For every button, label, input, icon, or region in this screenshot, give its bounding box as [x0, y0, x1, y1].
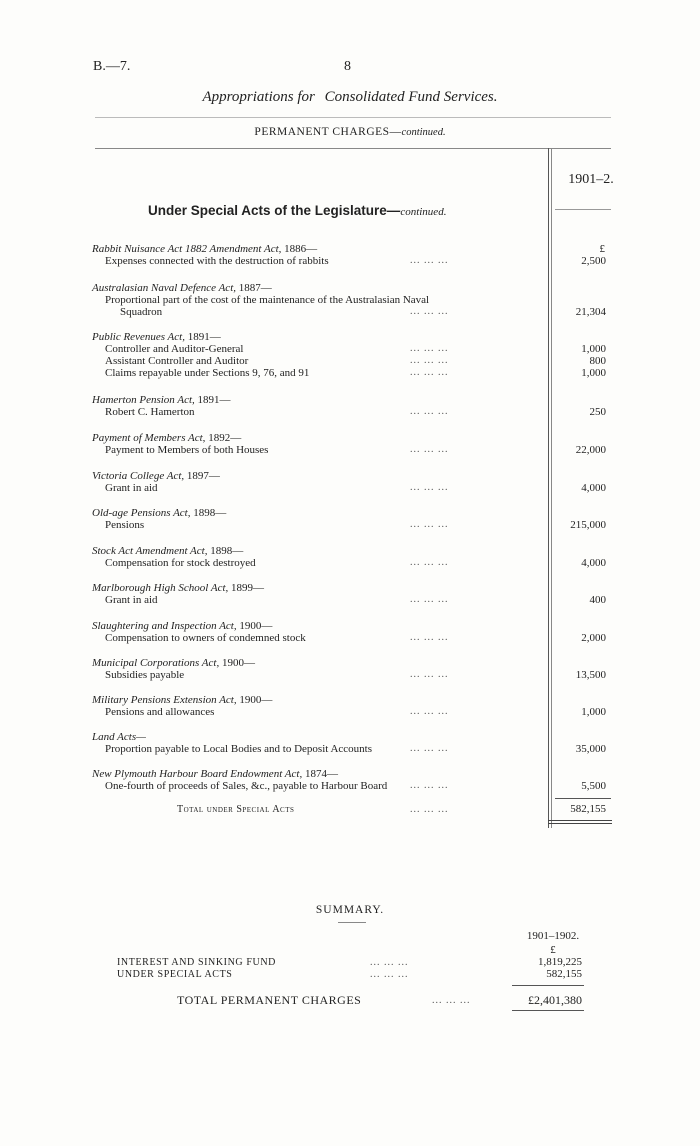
grand-total-rule	[512, 1010, 584, 1011]
line-item: Expenses connected with the destruction of rabbits	[105, 255, 329, 267]
leader-dots: ... ... ...	[410, 780, 449, 791]
act-year: 1900—	[236, 694, 273, 706]
act-name: Payment of Members Act,	[92, 432, 206, 444]
act-year: 1891—	[194, 394, 231, 406]
act-name: Marlborough High School Act,	[92, 582, 229, 594]
line-amount: 215,000	[570, 519, 606, 531]
line-amount: 4,000	[581, 482, 606, 494]
line-item: Assistant Controller and Auditor	[105, 355, 249, 367]
line-amount: 35,000	[575, 743, 606, 755]
act-name: Municipal Corporations Act,	[92, 657, 220, 669]
act-title	[92, 470, 220, 482]
grand-total-label: TOTAL PERMANENT CHARGES	[177, 993, 362, 1007]
subtitle-continued: continued.	[401, 127, 446, 138]
act-year: 1898—	[190, 507, 227, 519]
summary-row-dots: ... ... ...	[370, 969, 409, 980]
summary-total-rule	[512, 985, 584, 986]
act-title	[92, 582, 264, 594]
line-amount: 1,000	[581, 367, 606, 379]
grand-total-dots: ... ... ...	[432, 995, 471, 1006]
section-heading	[148, 203, 446, 218]
line-amount: 2,500	[581, 255, 606, 267]
line-item: Payment to Members of both Houses	[105, 444, 269, 456]
page-number: 8	[344, 59, 351, 74]
line-amount: 13,500	[575, 669, 606, 681]
leader-dots: ... ... ...	[410, 444, 449, 455]
act-title	[92, 507, 226, 519]
act-title	[92, 731, 146, 743]
act-year: 1874—	[302, 768, 338, 780]
leader-dots: ... ... ...	[410, 743, 449, 754]
line-item: Compensation for stock destroyed	[105, 557, 256, 569]
act-year: 1900—	[219, 657, 255, 669]
total-label: Total under Special Acts	[177, 804, 295, 815]
summary-row-dots: ... ... ...	[370, 957, 409, 968]
act-name: Land Acts—	[92, 731, 146, 743]
act-title	[92, 394, 231, 406]
act-title	[92, 620, 272, 632]
line-item: Claims repayable under Sections 9, 76, and 91	[105, 367, 310, 379]
year-header-rule	[555, 209, 611, 210]
total-amount: 582,155	[570, 803, 606, 815]
act-year: 1887—	[236, 282, 272, 294]
leader-dots: ... ... ...	[410, 632, 449, 643]
act-name: Stock Act Amendment Act,	[92, 545, 208, 557]
line-item: Subsidies payable	[105, 669, 185, 681]
summary-row-amount: 582,155	[546, 968, 582, 980]
page-subtitle	[0, 126, 700, 138]
page-title-part1: Appropriations for	[202, 89, 315, 105]
leader-dots: ... ... ...	[410, 519, 449, 530]
line-amount: 5,500	[581, 780, 606, 792]
section-title: Under Special Acts of the Legislature—	[148, 203, 401, 218]
currency-symbol: £	[599, 243, 605, 255]
leader-dots: ... ... ...	[410, 669, 449, 680]
line-amount: 1,000	[581, 706, 606, 718]
summary-row-label: INTEREST AND SINKING FUND	[117, 957, 276, 968]
line-item: Proportion payable to Local Bodies and to Deposit Accounts	[105, 743, 373, 755]
act-name: Rabbit Nuisance Act 1882 Amendment Act,	[92, 243, 282, 255]
act-name: Australasian Naval Defence Act,	[92, 282, 236, 294]
act-name: Victoria College Act,	[92, 470, 185, 482]
line-item: Pensions	[105, 519, 145, 531]
line-item: One-fourth of proceeds of Sales, &c., payable to Harbour Board	[105, 780, 388, 792]
total-dots: ... ... ...	[410, 804, 449, 815]
summary-row-label: UNDER SPECIAL ACTS	[117, 969, 233, 980]
act-title	[92, 694, 272, 706]
line-item: Robert C. Hamerton	[105, 406, 195, 418]
line-amount: 22,000	[575, 444, 606, 456]
line-item: Grant in aid	[105, 482, 158, 494]
line-amount: 2,000	[581, 632, 606, 644]
title-rule	[95, 117, 611, 118]
act-year: 1886—	[281, 243, 318, 255]
leader-dots: ... ... ...	[410, 706, 449, 717]
summary-currency: £	[550, 944, 556, 956]
total-rule-bottom-1	[548, 820, 612, 821]
act-title	[92, 282, 272, 294]
summary-title: SUMMARY.	[315, 904, 385, 916]
line-item: Squadron	[120, 306, 163, 318]
section-continued: continued.	[400, 206, 447, 218]
summary-title-rule	[338, 922, 366, 923]
act-year: 1898—	[207, 545, 244, 557]
act-year: 1900—	[236, 620, 273, 632]
act-year: 1891—	[184, 331, 221, 343]
act-name: Hamerton Pension Act,	[92, 394, 195, 406]
leader-dots: ... ... ...	[410, 557, 449, 568]
page-title	[0, 89, 700, 106]
leader-dots: ... ... ...	[410, 343, 449, 354]
summary-year: 1901–1902.	[526, 930, 580, 942]
leader-dots: ... ... ...	[410, 355, 449, 366]
act-title	[92, 545, 243, 557]
line-amount: 250	[589, 406, 606, 418]
line-amount: 800	[589, 355, 606, 367]
line-amount: 4,000	[581, 557, 606, 569]
line-item: Compensation to owners of condemned stock	[105, 632, 306, 644]
line-amount: 1,000	[581, 343, 606, 355]
act-name: Slaughtering and Inspection Act,	[92, 620, 237, 632]
leader-dots: ... ... ...	[410, 406, 449, 417]
leader-dots: ... ... ...	[410, 255, 449, 266]
act-title	[92, 657, 255, 669]
act-name: New Plymouth Harbour Board Endowment Act,	[92, 768, 303, 780]
year-column-header: 1901–2.	[568, 172, 614, 187]
line-amount: 21,304	[575, 306, 606, 318]
act-year: 1897—	[184, 470, 220, 482]
subtitle-main: PERMANENT CHARGES—	[254, 126, 402, 138]
line-item: Grant in aid	[105, 594, 158, 606]
table-top-rule	[95, 148, 611, 149]
total-rule-top	[555, 798, 611, 799]
leader-dots: ... ... ...	[410, 594, 449, 605]
line-item: Proportional part of the cost of the maintenance of the Australasian Naval	[105, 294, 430, 306]
act-title	[92, 432, 241, 444]
grand-total-amount: £2,401,380	[528, 993, 582, 1007]
act-name: Old-age Pensions Act,	[92, 507, 191, 519]
act-year: 1899—	[228, 582, 265, 594]
line-amount: 400	[589, 594, 606, 606]
line-item: Pensions and allowances	[105, 706, 215, 718]
line-item: Controller and Auditor-General	[105, 343, 244, 355]
leader-dots: ... ... ...	[410, 482, 449, 493]
act-year: 1892—	[205, 432, 242, 444]
total-rule-bottom-2	[548, 823, 612, 824]
act-name: Military Pensions Extension Act,	[92, 694, 237, 706]
act-title	[92, 243, 317, 255]
leader-dots: ... ... ...	[410, 306, 449, 317]
act-name: Public Revenues Act,	[92, 331, 185, 343]
document-reference: B.—7.	[93, 59, 131, 74]
act-title	[92, 331, 221, 343]
summary-row-amount: 1,819,225	[538, 956, 582, 968]
leader-dots: ... ... ...	[410, 367, 449, 378]
page-title-part2: Consolidated Fund Services.	[324, 89, 498, 105]
act-title	[92, 768, 338, 780]
